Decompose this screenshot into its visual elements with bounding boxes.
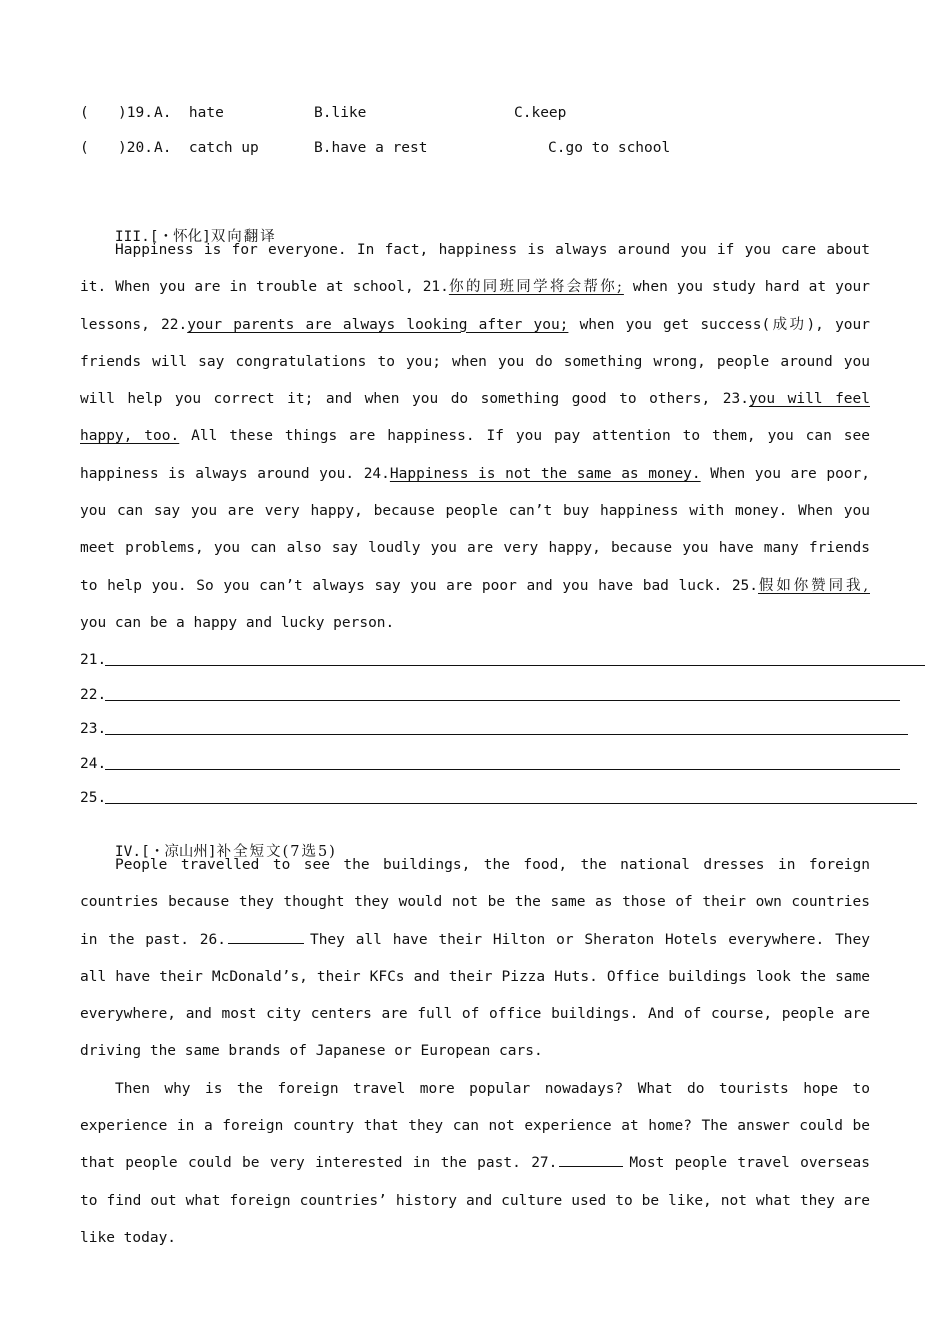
blank-27[interactable] — [559, 1152, 623, 1167]
line-number: 23. — [80, 721, 107, 737]
option-b: B.have a rest — [314, 140, 428, 156]
passage-text: They all have their Hilton or Sheraton Hotels everywhere. They all have their McDonald’s, their KFCs and their Pizza Huts. Office buildings look the same everywhere, and most city centers are full of office buildings. And of course, people are driving the same brands of Japanese or European cars. — [80, 931, 870, 1060]
writing-line[interactable] — [105, 734, 908, 735]
option-a: A. catch up — [154, 140, 259, 156]
passage-text: you can be a happy and lucky person. — [80, 614, 395, 631]
answer-paren[interactable]: ( — [80, 140, 89, 156]
section-4-prefix: IV.[・凉山州] — [114, 844, 217, 860]
option-c: C.go to school — [548, 140, 671, 156]
line-number: 25. — [80, 790, 107, 806]
question-number: )20. — [118, 140, 153, 156]
answer-21: 你的同班同学将会帮你; — [448, 279, 624, 296]
writing-line[interactable] — [105, 665, 925, 666]
option-a: A. hate — [154, 105, 224, 121]
line-number: 24. — [80, 756, 107, 772]
blank-26-number: 26. — [199, 931, 226, 948]
section-3-prefix: III.[・怀化] — [114, 229, 211, 245]
answer-paren[interactable]: ( — [80, 105, 89, 121]
answer-23: you will feel happy, too. — [80, 391, 870, 445]
passage-text: Happiness is for everyone. In fact, happiness is always around you if you care about it. When you are in trouble at school, 21. — [80, 242, 870, 296]
writing-line[interactable] — [105, 769, 900, 770]
answer-24: Happiness is not the same as money. — [389, 465, 701, 482]
answer-25: 假如你赞同我, — [758, 577, 870, 594]
line-number: 21. — [80, 652, 107, 668]
question-20 — [80, 138, 671, 158]
passage-text: When you are poor, you can say you are very happy, because people can’t buy happiness with money. When you meet problems, you can also say loudly you are very happy, because you have many friends to help you. So you can’t always say you are poor and you have bad luck. 25. — [80, 465, 870, 594]
passage-text: Then why is the foreign travel more popular nowadays? What do tourists hope to experience in a foreign country that they can not experience at home? The answer could be that people could be very interested in the past. 27. — [80, 1080, 870, 1172]
writing-line[interactable] — [105, 803, 917, 804]
passage-text: People travelled to see the buildings, the food, the national dresses in foreign countries because they thought they would not be the same as those of their own countries in the past. — [80, 857, 870, 948]
section-3-name: 双向翻译 — [210, 229, 277, 245]
passage-text: All these things are happiness. If you pay attention to them, you can see happiness is always around you. 24. — [80, 428, 870, 482]
passage-text: Most people travel overseas to find out what foreign countries’ history and culture used to be like, not what they are like today. — [80, 1155, 870, 1246]
translation-passage — [80, 232, 870, 642]
passage-text: when you study hard at your lessons, 22. — [80, 279, 871, 333]
passage-text: when you get success(成功), your friends will say congratulations to you; when you do something wrong, people around you will help you correct it; and when you do something good to others, 23. — [80, 316, 870, 408]
option-c: C.keep — [514, 105, 567, 121]
cloze-passage — [80, 847, 870, 1257]
question-number: )19. — [118, 105, 153, 121]
writing-line[interactable] — [105, 700, 900, 701]
answer-22: your parents are always looking after you; — [187, 316, 569, 333]
section-4-name: 补全短文(7选5) — [216, 844, 337, 860]
option-b: B.like — [314, 105, 367, 121]
line-number: 22. — [80, 687, 107, 703]
blank-26[interactable] — [228, 929, 304, 944]
question-19 — [80, 103, 567, 123]
